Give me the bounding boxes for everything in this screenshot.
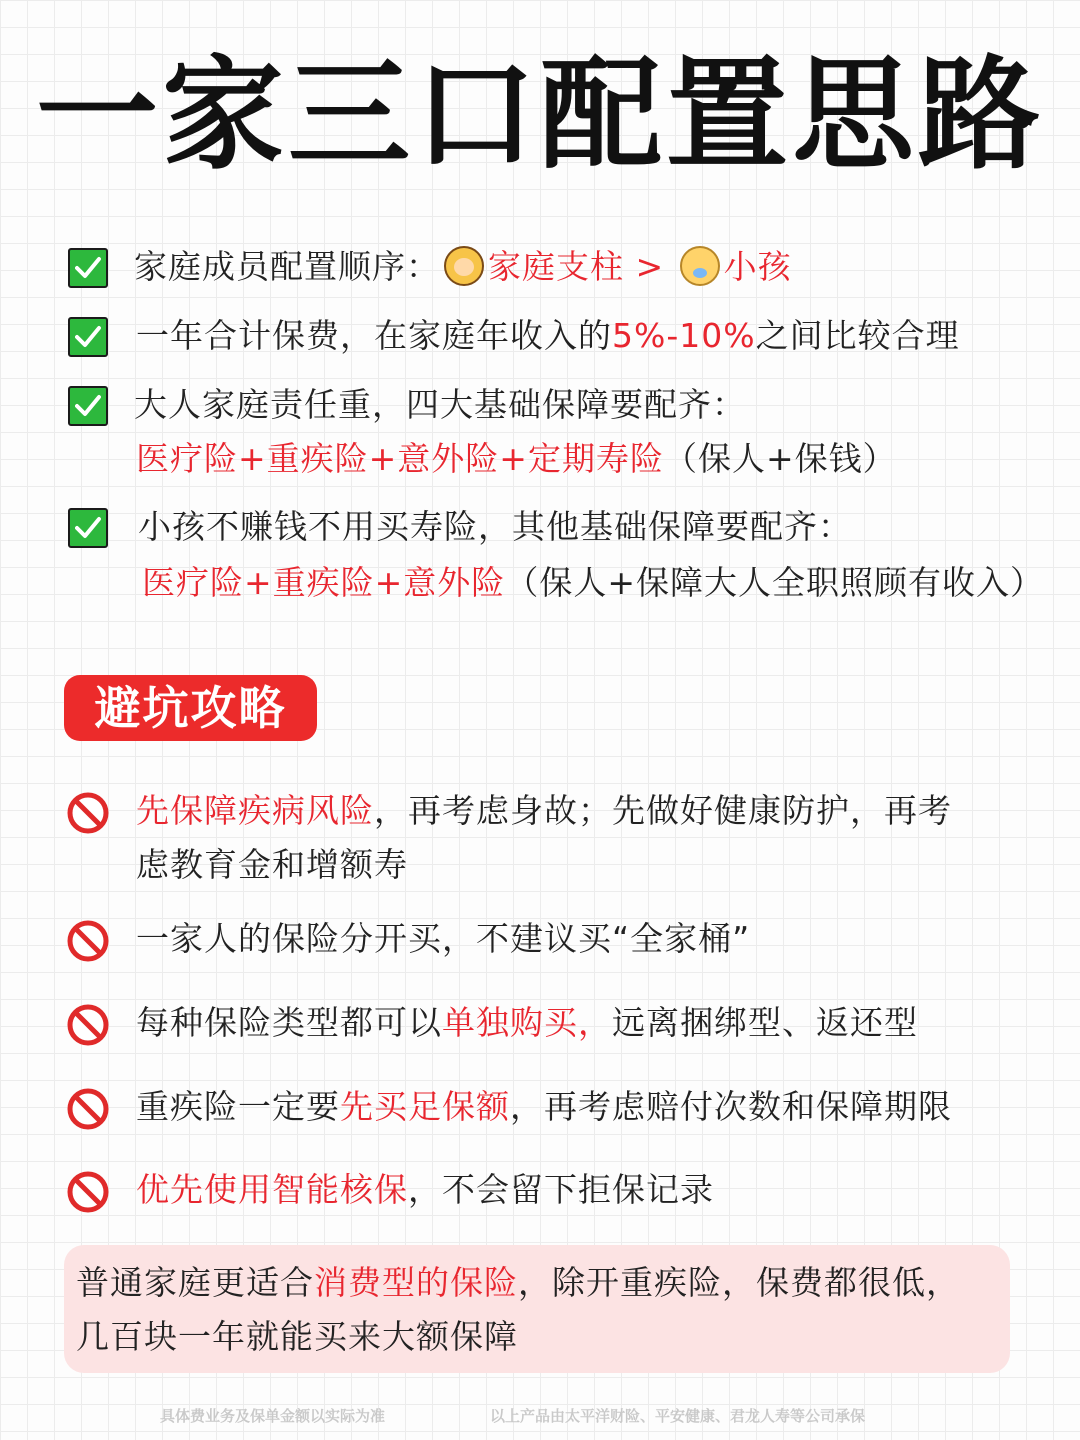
body-text: （保人+保障大人全职照顾有收入） (505, 563, 1044, 602)
footer-disclaimer-right: 以上产品由太平洋财险、平安健康、君龙人寿等公司承保 (490, 1407, 866, 1425)
body-text: 大人家庭责任重，四大基础保障要配齐： (134, 385, 746, 424)
body-text: （保人+保钱） (663, 439, 897, 478)
highlight-text: 5%-10% (612, 316, 756, 355)
highlight-text: 家庭支柱 > (488, 247, 676, 286)
body-text: ，除开重疾险，保费都很低， (518, 1263, 960, 1302)
checklist-text (136, 314, 960, 358)
checklist-text (134, 383, 746, 427)
highlight-text: 消费型的保险 (314, 1263, 518, 1302)
body-text: 之间比较合理 (755, 316, 960, 355)
check-box-icon (68, 508, 108, 548)
body-text: 虑教育金和增额寿 (136, 845, 408, 884)
prohibited-icon (66, 919, 110, 963)
note-text (76, 1261, 960, 1305)
checklist-text (138, 505, 852, 549)
footer-disclaimer-left: 具体费业务及保单金额以实际为准 (160, 1407, 386, 1425)
body-text: 一年合计保费，在家庭年收入的 (136, 316, 612, 355)
body-text: ，不会留下拒保记录 (408, 1170, 714, 1209)
prohibited-icon (66, 1170, 110, 1214)
check-box-icon (68, 317, 108, 357)
prohibited-icon (66, 1003, 110, 1047)
body-text: ，再考虑赔付次数和保障期限 (510, 1087, 952, 1126)
page-title: 一家三口配置思路 (36, 44, 1044, 186)
prohibited-icon (66, 791, 110, 835)
checklist-text (134, 245, 792, 289)
pitfall-text (136, 917, 750, 961)
prohibited-icon (66, 1087, 110, 1131)
body-text: 重疾险一定要 (136, 1087, 340, 1126)
body-text: 一家人的保险分开买，不建议买“全家桶” (136, 919, 751, 958)
pitfall-text (136, 1168, 714, 1212)
body-text: ，再考虑身故；先做好健康防护，再考 (374, 791, 952, 830)
highlight-text: 先买足保额 (340, 1087, 510, 1126)
summary-note (64, 1245, 1010, 1373)
body-text: 每种保险类型都可以 (136, 1003, 442, 1042)
pitfall-text (136, 789, 952, 833)
highlight-text: 单独购买， (442, 1003, 612, 1042)
highlight-text: 医疗险+重疾险+意外险 (142, 563, 506, 602)
body-text: 小孩不赚钱不用买寿险，其他基础保障要配齐： (138, 507, 852, 546)
highlight-text: 医疗险+重疾险+意外险+定期寿险 (136, 439, 664, 478)
check-box-icon (68, 248, 108, 288)
body-text: 远离捆绑型、返还型 (612, 1003, 918, 1042)
checklist-text-continued (136, 437, 897, 481)
checklist-text-continued (142, 561, 1044, 605)
pitfall-text (136, 1085, 952, 1129)
note-text-continued (76, 1315, 518, 1359)
body-text: 几百块一年就能买来大额保障 (76, 1317, 518, 1356)
section-badge: 避坑攻略 (64, 675, 317, 741)
highlight-text: 优先使用智能核保 (136, 1170, 408, 1209)
check-box-icon (68, 386, 108, 426)
highlight-text: 先保障疾病风险 (136, 791, 374, 830)
body-text: 普通家庭更适合 (76, 1263, 314, 1302)
body-text: 家庭成员配置顺序： (134, 247, 440, 286)
baby-emoji-icon (680, 246, 720, 286)
highlight-text: 小孩 (723, 247, 792, 286)
woman-emoji-icon (444, 246, 484, 286)
pitfall-text-continued (136, 843, 408, 887)
pitfall-text (136, 1001, 918, 1045)
